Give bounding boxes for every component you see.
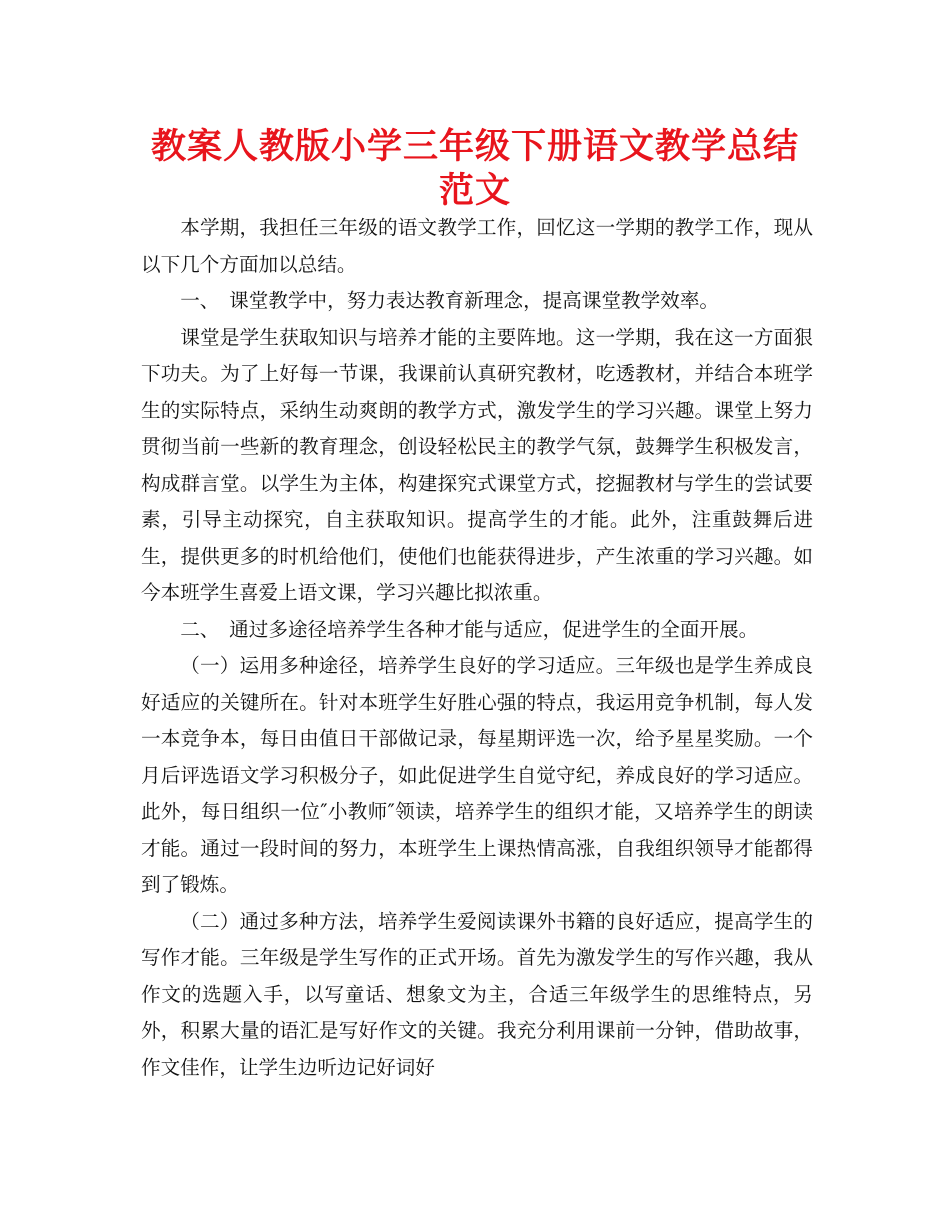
paragraph-intro: 本学期，我担任三年级的语文教学工作，回忆这一学期的教学工作，现从以下几个方面加以总结。 xyxy=(141,216,813,276)
paragraph-reading-writing: （二）通过多种方法，培养学生爱阅读课外书籍的良好适应，提高学生的写作才能。三年级是学生写作的正式开场。首先为激发学生的写作兴趣，我从作文的选题入手，以写童话、想象文为主，合适三年级学生的思维特点，另外，积累大量的语汇是写好作文的关键。我充分利用课前一分钟，借助故事，作文佳作，让学生边听边记好词好 xyxy=(141,909,813,1079)
paragraph-classroom: 课堂是学生获取知识与培养才能的主要阵地。这一学期，我在这一方面狠下功夫。为了上好每一节课，我课前认真研究教材，吃透教材，并结合本班学生的实际特点，采纳生动爽朗的教学方式，激发学生的学习兴趣。课堂上努力贯彻当前一些新的教育理念，创设轻松民主的教学气氛，鼓舞学生积极发言，构成群言堂。以学生为主体，构建探究式课堂方式，挖掘教材与学生的尝试要素，引导主动探究，自主获取知识。提高学生的才能。此外，注重鼓舞后进生，提供更多的时机给他们，使他们也能获得进步，产生浓重的学习兴趣。如今本班学生喜爱上语文课，学习兴趣比拟浓重。 xyxy=(141,325,813,604)
section-heading-1: 一、 课堂教学中，努力表达教育新理念，提高课堂教学效率。 xyxy=(180,289,720,312)
paragraph-habits: （一）运用多种途径，培养学生良好的学习适应。三年级也是学生养成良好适应的关键所在。针对本班学生好胜心强的特点，我运用竞争机制，每人发一本竞争本，每日由值日干部做记录，每星期评选一次，给予星星奖励。一个月后评选语文学习积极分子，如此促进学生自觉守纪，养成良好的学习适应。此外，每日组织一位″小教师″领读，培养学生的组织才能，又培养学生的朗读才能。通过一段时间的努力，本班学生上课热情高涨，自我组织领导才能都得到了锻炼。 xyxy=(141,654,813,896)
document-title-line-2: 范文 xyxy=(438,171,511,211)
document-title-line-1: 教案人教版小学三年级下册语文教学总结 xyxy=(150,127,799,167)
section-heading-2: 二、 通过多途径培养学生各种才能与适应，促进学生的全面开展。 xyxy=(180,617,759,641)
document-body xyxy=(141,210,813,1086)
